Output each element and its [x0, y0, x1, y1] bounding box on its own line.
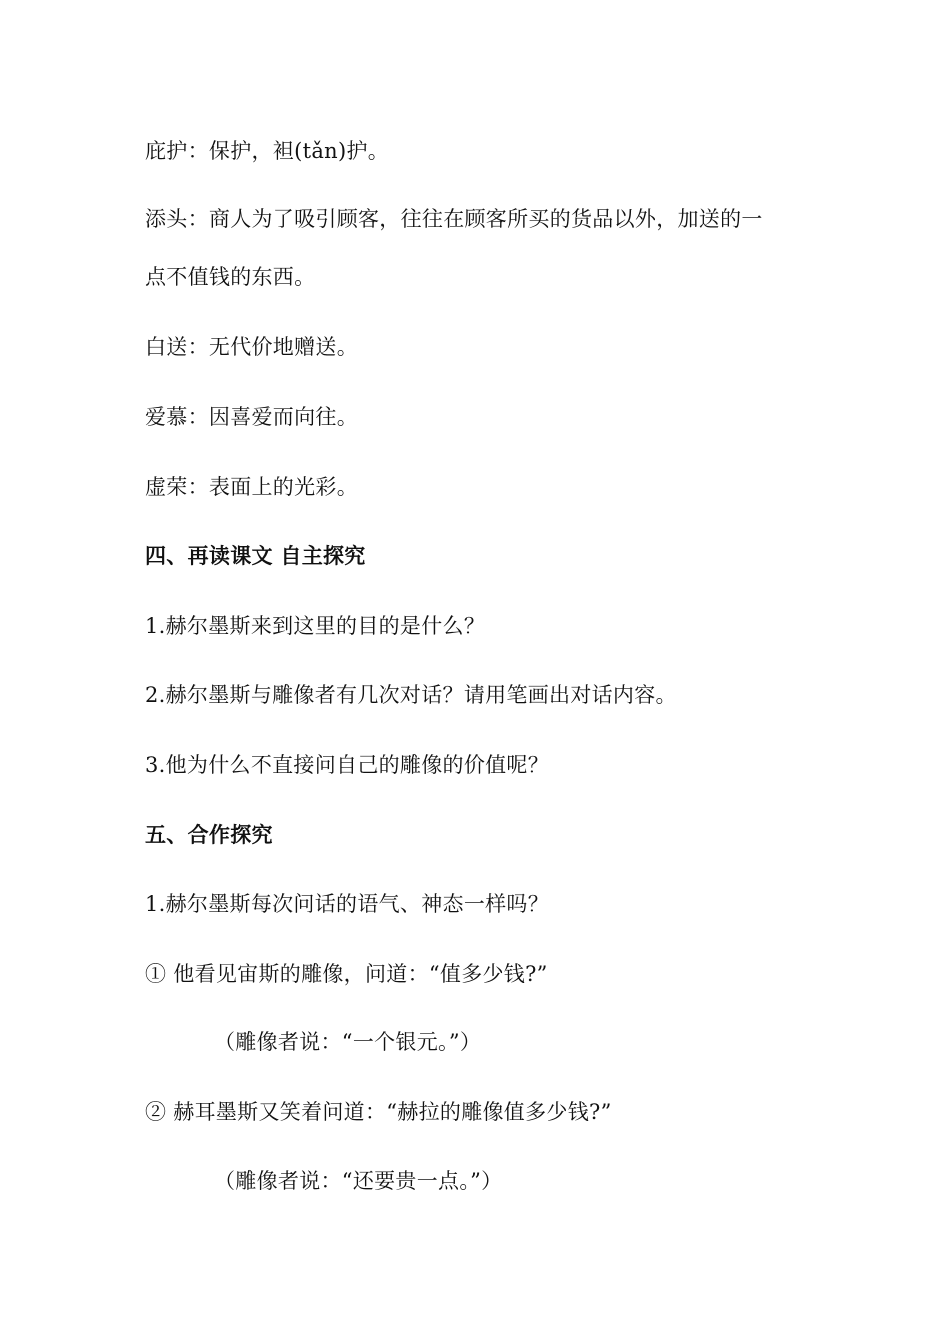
dialogue-line: ② 赫耳墨斯又笑着问道：“赫拉的雕像值多少钱?” [145, 1100, 612, 1124]
section-heading-4: 四、再读课文 自主探究 [145, 544, 366, 568]
vocab-entry-aimu: 爱慕：因喜爱而向往。 [145, 405, 358, 429]
section-heading-5: 五、合作探究 [145, 823, 273, 847]
vocab-entry-tiantou: 添头：商人为了吸引顾客，往往在顾客所买的货品以外，加送的一 [145, 207, 763, 231]
question-item: 3.他为什么不直接问自己的雕像的价值呢？ [145, 753, 550, 777]
question-item: 2.赫尔墨斯与雕像者有几次对话？请用笔画出对话内容。 [145, 683, 677, 707]
vocab-entry-bihu: 庇护：保护，袒(tǎn)护。 [145, 139, 390, 163]
question-item: 1.赫尔墨斯来到这里的目的是什么？ [145, 614, 486, 638]
vocab-entry-tiantou-cont: 点不值钱的东西。 [145, 265, 316, 289]
dialogue-reply: （雕像者说：“一个银元。”） [214, 1030, 482, 1054]
dialogue-reply: （雕像者说：“还要贵一点。”） [214, 1169, 503, 1193]
question-item: 1.赫尔墨斯每次问话的语气、神态一样吗？ [145, 892, 550, 916]
vocab-entry-baisong: 白送：无代价地赠送。 [145, 335, 358, 359]
dialogue-line: ① 他看见宙斯的雕像，问道：“值多少钱?” [145, 962, 548, 986]
vocab-entry-xurong: 虚荣：表面上的光彩。 [145, 475, 358, 499]
